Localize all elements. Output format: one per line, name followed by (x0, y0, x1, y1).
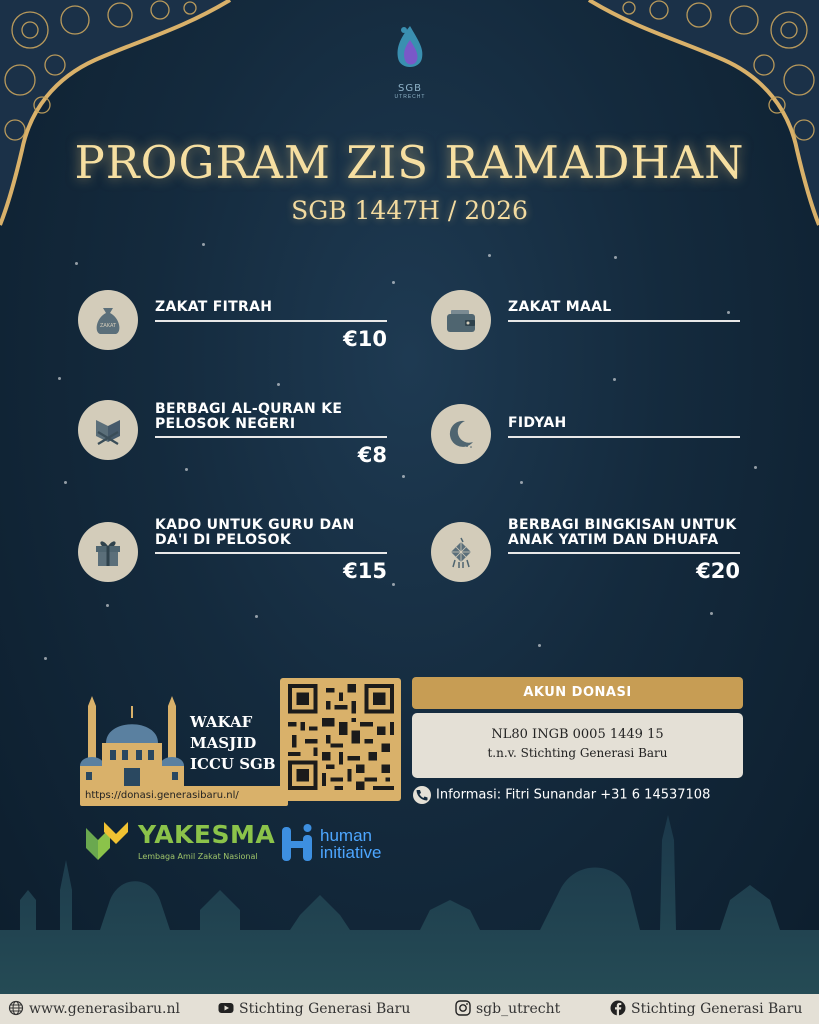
crescent-moon-icon (443, 416, 479, 452)
program-name: BERBAGI BINGKISAN UNTUK ANAK YATIM DAN DHUAFA (508, 517, 737, 548)
icon-circle (78, 290, 138, 350)
program-berbagi-quran (78, 400, 408, 480)
program-name: FIDYAH (508, 415, 567, 431)
page-subtitle: SGB 1447H / 2026 (291, 196, 528, 225)
footer-instagram-text: sgb_utrecht (476, 1001, 561, 1017)
program-fidyah (431, 404, 761, 484)
mosque-icon (76, 688, 188, 800)
icon-circle (78, 522, 138, 582)
flame-logo-icon (390, 22, 430, 78)
wakaf-line: ICCU SGB (190, 755, 276, 773)
donation-heading: AKUN DONASI (412, 677, 743, 709)
program-price: €10 (343, 327, 387, 351)
sgb-logo (384, 22, 436, 100)
program-bingkisan-yatim (431, 516, 761, 596)
program-price: €15 (343, 559, 387, 583)
program-divider (155, 320, 387, 322)
phone-icon (413, 786, 431, 804)
icon-circle (78, 400, 138, 460)
program-divider (508, 552, 740, 554)
footer-youtube[interactable] (218, 1000, 410, 1017)
globe-icon (8, 1000, 24, 1016)
footer-instagram[interactable] (455, 1000, 560, 1017)
program-name: ZAKAT MAAL (508, 299, 612, 315)
footer-bar (0, 994, 819, 1024)
account-holder: t.n.v. Stichting Generasi Baru (487, 746, 668, 760)
logo-text: SGB (398, 83, 422, 94)
program-kado-guru (78, 516, 408, 596)
yakesma-tagline: Lembaga Amil Zakat Nasional (138, 852, 258, 861)
icon-circle (431, 522, 491, 582)
contact-info (413, 786, 710, 804)
program-name: BERBAGI AL-QURAN KE PELOSOK NEGERI (155, 401, 343, 432)
program-divider (155, 436, 387, 438)
yakesma-logo-icon (84, 818, 134, 862)
footer-youtube-text: Stichting Generasi Baru (239, 1001, 411, 1017)
footer-facebook[interactable] (610, 1000, 802, 1017)
program-price: €20 (696, 559, 740, 583)
facebook-icon (610, 1000, 626, 1016)
hi-line: human (320, 826, 372, 845)
contact-text: Informasi: Fitri Sunandar +31 6 14537108 (436, 787, 711, 803)
wallet-icon (443, 302, 479, 338)
icon-circle (431, 404, 491, 464)
icon-circle (431, 290, 491, 350)
wakaf-line: WAKAF (190, 713, 253, 731)
hi-line: initiative (320, 843, 382, 862)
logo-subtext: UTRECHT (394, 94, 426, 100)
page-title: PROGRAM ZIS RAMADHAN (74, 136, 745, 189)
program-zakat-fitrah (78, 290, 408, 370)
wakaf-line: MASJID (190, 734, 257, 752)
program-name: KADO UNTUK GURU DAN DA'I DI PELOSOK (155, 517, 355, 548)
footer-facebook-text: Stichting Generasi Baru (631, 1001, 803, 1017)
human-initiative-logo-icon (280, 823, 314, 863)
program-divider (508, 436, 740, 438)
program-name: ZAKAT FITRAH (155, 299, 273, 315)
svg-text:ZAKAT: ZAKAT (99, 323, 117, 329)
donation-account-box (412, 713, 743, 778)
qr-code-icon[interactable] (288, 684, 394, 790)
program-divider (508, 320, 740, 322)
footer-website[interactable] (8, 1000, 180, 1017)
iban-number: NL80 INGB 0005 1449 15 (491, 727, 664, 742)
program-price: €8 (357, 443, 387, 467)
program-zakat-maal (431, 290, 761, 370)
money-bag-icon (90, 302, 126, 338)
quran-icon (90, 412, 126, 448)
footer-website-text: www.generasibaru.nl (29, 1001, 180, 1017)
gift-icon (90, 534, 126, 570)
yakesma-name: YAKESMA (138, 820, 276, 849)
ketupat-icon (443, 534, 479, 570)
program-divider (155, 552, 387, 554)
youtube-icon (218, 1000, 234, 1016)
human-initiative-name (320, 827, 381, 861)
instagram-icon (455, 1000, 471, 1016)
wakaf-title (190, 712, 276, 775)
donation-url[interactable]: https://donasi.generasibaru.nl/ (80, 786, 288, 806)
